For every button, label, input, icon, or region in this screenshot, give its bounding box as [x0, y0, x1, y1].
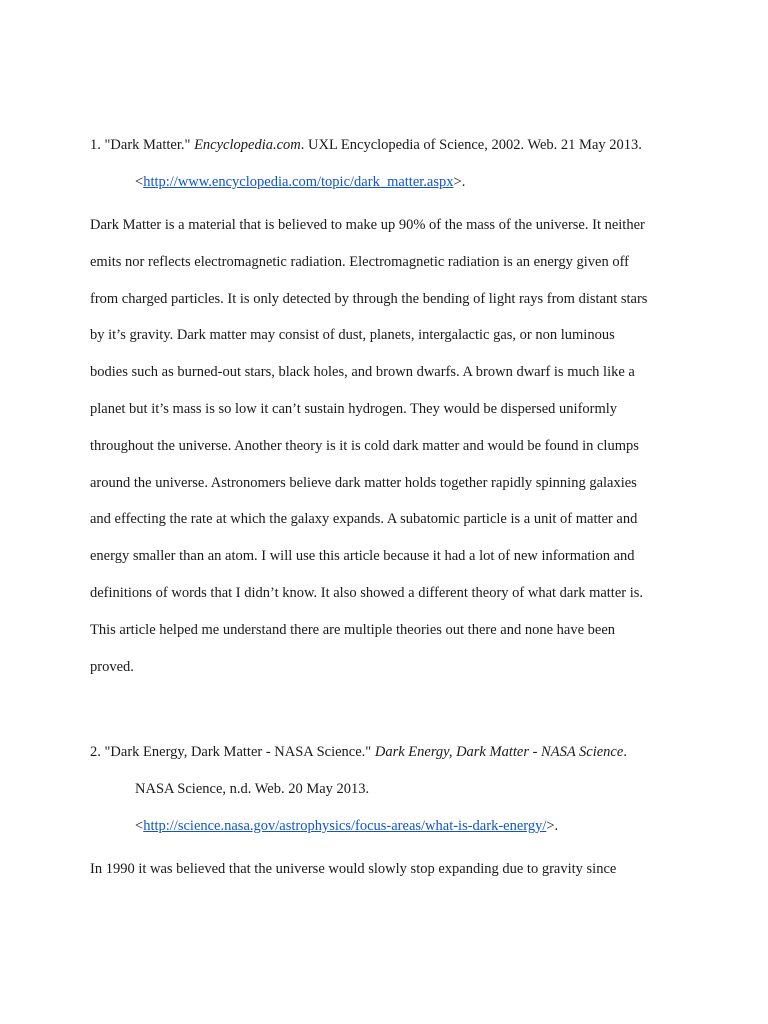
citation-1-url-link[interactable]: http://www.encyclopedia.com/topic/dark_matter.aspx [143, 174, 454, 190]
citation-2-dot: . [623, 744, 627, 760]
paragraph-line: energy smaller than an atom. I will use this article because it had a lot of new information and [90, 548, 635, 565]
citation-2-line-2: NASA Science, n.d. Web. 20 May 2013. [135, 781, 370, 797]
citation-2-gt: >. [546, 818, 559, 834]
citation-1-prefix: 1. "Dark Matter." [90, 137, 191, 153]
citation-1-lt: < [135, 174, 144, 190]
paragraph-2 [90, 860, 680, 897]
citation-2-line-1 [90, 743, 627, 761]
paragraph-line: proved. [90, 658, 134, 675]
citation-1-gt: >. [453, 174, 466, 190]
citation-1-line-1 [90, 136, 642, 154]
paragraph-1 [90, 216, 680, 694]
citation-2-line-3 [135, 817, 558, 835]
paragraph-line: Dark Matter is a material that is believed to make up 90% of the mass of the universe. It neither [90, 217, 645, 233]
citation-2-url-link[interactable]: http://science.nasa.gov/astrophysics/focus-areas/what-is-dark-energy/ [143, 818, 547, 834]
citation-1-line-2 [135, 173, 465, 191]
paragraph-line: planet but it’s mass is so low it can’t sustain hydrogen. They would be dispersed uniformly [90, 400, 618, 417]
citation-2-prefix: 2. "Dark Energy, Dark Matter - NASA Science." [90, 744, 372, 760]
paragraph-line: bodies such as burned-out stars, black holes, and brown dwarfs. A brown dwarf is much like a [90, 364, 635, 381]
paragraph-line: definitions of words that I didn’t know. It also showed a different theory of what dark matter is. [90, 584, 644, 601]
paragraph-line: In 1990 it was believed that the universe would slowly stop expanding due to gravity since [90, 861, 617, 877]
citation-1-rest: . UXL Encyclopedia of Science, 2002. Web. 21 May 2013. [300, 137, 642, 153]
paragraph-line: This article helped me understand there are multiple theories out there and none have been [90, 621, 616, 638]
citation-2-lt: < [135, 818, 144, 834]
paragraph-line: by it’s gravity. Dark matter may consist of dust, planets, intergalactic gas, or non luminous [90, 327, 615, 344]
citation-1-source: Encyclopedia.com [194, 137, 301, 153]
paragraph-line: around the universe. Astronomers believe dark matter holds together rapidly spinning galaxies [90, 474, 637, 491]
paragraph-line: from charged particles. It is only detected by through the bending of light rays from distant stars [90, 290, 648, 307]
paragraph-line: emits nor reflects electromagnetic radiation. Electromagnetic radiation is an energy given off [90, 253, 629, 270]
paragraph-line: throughout the universe. Another theory is it is cold dark matter and would be found in clumps [90, 437, 639, 454]
citation-2-source: Dark Energy, Dark Matter - NASA Science [374, 744, 624, 760]
paragraph-line: and effecting the rate at which the galaxy expands. A subatomic particle is a unit of matter and [90, 511, 638, 528]
